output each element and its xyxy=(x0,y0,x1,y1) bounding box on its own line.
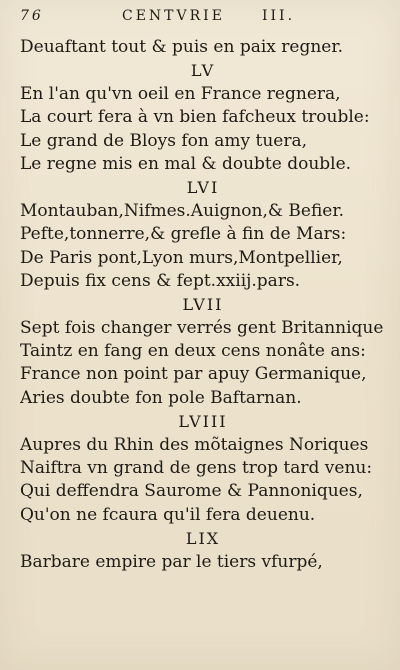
verse-line: Deuaftant tout & puis en paix regner. xyxy=(20,37,343,57)
verse-line: Taintz en fang en deux cens nonâte ans: xyxy=(20,341,366,362)
verse-line: Barbare empire par le tiers vfurpé, xyxy=(20,551,323,572)
century-numeral: III. xyxy=(262,8,296,24)
quatrain-number: LIX xyxy=(185,529,221,549)
verse-line: Aries doubte fon pole Baftarnan. xyxy=(20,387,302,408)
quatrain-number: LVI xyxy=(186,178,220,198)
running-title: CENTVRIE xyxy=(122,8,225,24)
quatrain-number: LVIII xyxy=(178,412,228,432)
verse-line: Le grand de Bloys fon amy tuera, xyxy=(20,130,308,151)
verse-line: France non point par apuy Germanique, xyxy=(20,364,367,385)
verse-line: Sept fois changer verrés gent Britannique xyxy=(20,317,384,338)
verse-line: Naiftra vn grand de gens trop tard venu: xyxy=(20,458,373,479)
verse-line: Depuis fix cens & fept.xxiij.pars. xyxy=(20,270,301,291)
verse-line: Qui deffendra Saurome & Pannoniques, xyxy=(20,481,363,502)
verse-line: De Paris pont,Lyon murs,Montpellier, xyxy=(20,247,343,268)
quatrain-number: LVII xyxy=(182,295,224,315)
quatrain-number: LV xyxy=(190,61,216,81)
verse-line: La court fera à vn bien fafcheux trouble: xyxy=(20,107,370,128)
running-header xyxy=(20,4,380,30)
verse-line: Montauban,Nifmes.Auignon,& Befier. xyxy=(20,200,345,221)
verse-line: En l'an qu'vn oeil en France regnera, xyxy=(20,83,341,104)
quatrain-text xyxy=(20,36,386,574)
verse-line: Aupres du Rhin des mõtaignes Noriques xyxy=(20,434,369,455)
verse-line: Qu'on ne fcaura qu'il fera deuenu. xyxy=(20,504,316,525)
page-number: 76 xyxy=(20,8,44,24)
verse-line: Le regne mis en mal & doubte double. xyxy=(20,153,352,174)
verse-line: Pefte,tonnerre,& grefle à fin de Mars: xyxy=(20,224,347,245)
